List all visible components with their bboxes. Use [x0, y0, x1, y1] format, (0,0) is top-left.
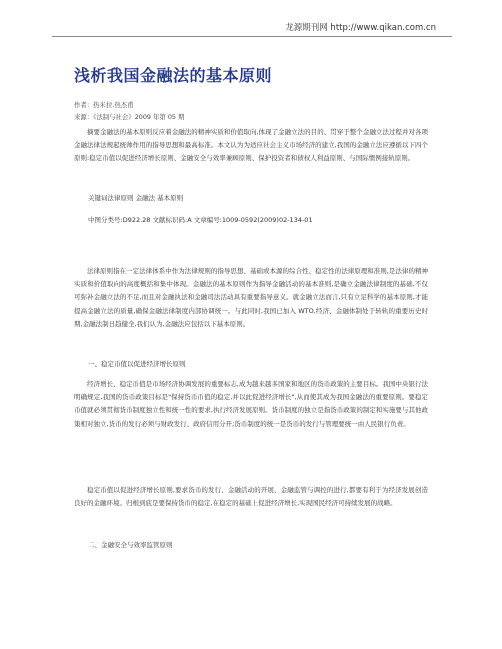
article-classification: 中图分类号:D922.28 文献标识码:A 文章编号:1009-0592(2009)02-134-01 [88, 216, 313, 224]
header-site-link[interactable]: 龙源期刊网 http://www.qikan.com.cn [285, 23, 436, 33]
article-title: 浅析我国金融法的基本原则 [74, 66, 273, 85]
article-source: 来源：《法制与社会》2009 年第 05 期 [74, 113, 185, 121]
section2-heading: 二、金融安全与效率监管原则 [88, 541, 173, 549]
header-divider [52, 36, 452, 37]
article-keywords: 关键词法律原则 金融法 基本原则 [88, 194, 184, 202]
article-author: 作者：热米拉.热杰甫 [74, 101, 134, 109]
article-abstract: 摘要金融法的基本原则反应着金融法的精神实质和价值取向,体现了金融立法的目的、贯穿于整个金融立法过程并对各项金融法律法规起统帅作用的指导思想和最高标准。本文认为为适应社会主义市场经济的建立,我国的金融立法应遵循以下四个原则:稳定币值以促进经济增长原则、金融安全与效率兼顾原则、保护投资者和债权人利益原则、与国际惯例接轨原则。 [74, 128, 428, 163]
section1-heading: 一、稳定币值以促进经济增长原则 [88, 360, 186, 368]
section1-paragraph-1: 经济增长、稳定币值是市场经济协调发展的重要标志,成为越来越多国家和地区的货币政策的主要目标。我国中央银行法明确规定,我国的货币政策目标是"保持货币币值的稳定,并以此促进经济增长",从而使其成为我国金融法的重要原则。要稳定币值就必须贯彻货币制度独立性和统一性的要求,执行经济发展原则。货币制度的独立是指货币政策的制定和实施要与其他政策相对独立,货币的发行必须与财政发行、政府信用分开;货币制度的统一是货币的发行与管理要统一由人民银行负责。 [74, 380, 428, 428]
intro-paragraph: 法律原则指在一定法律体系中作为法律规则的指导思想、基础或本源的综合性、稳定性的法律原理和准则,是法律的精神实质和价值取向的高度概括和集中体现。金融法的基本原则作为指导金融活动的基本准则,是确立金融法律制度的基础,不仅可弥补金融立法的不足,而且对金融执法和金融司法活动具有重要指导意义。就金融立法而言,只有立足科学的基本原则,才能提高金融立法的质量,确保金融法律制度内部协调统一。与此同时,我国已加入 WTO,经济、金融体制处于转轨的重要历史时期,金融法制日趋健全,我们认为,金融法应包括以下基本原则。 [74, 267, 428, 328]
section1-paragraph-2: 稳定币值以促进经济增长原则,要求货币的发行、金融活动的开展、金融监管与调控的进行,都要有利于为经济发展创造良好的金融环境。归根到底是要保持货币的稳定,在稳定的基础上促进经济增长,实现国民经济可持续发展的战略。 [74, 486, 428, 508]
